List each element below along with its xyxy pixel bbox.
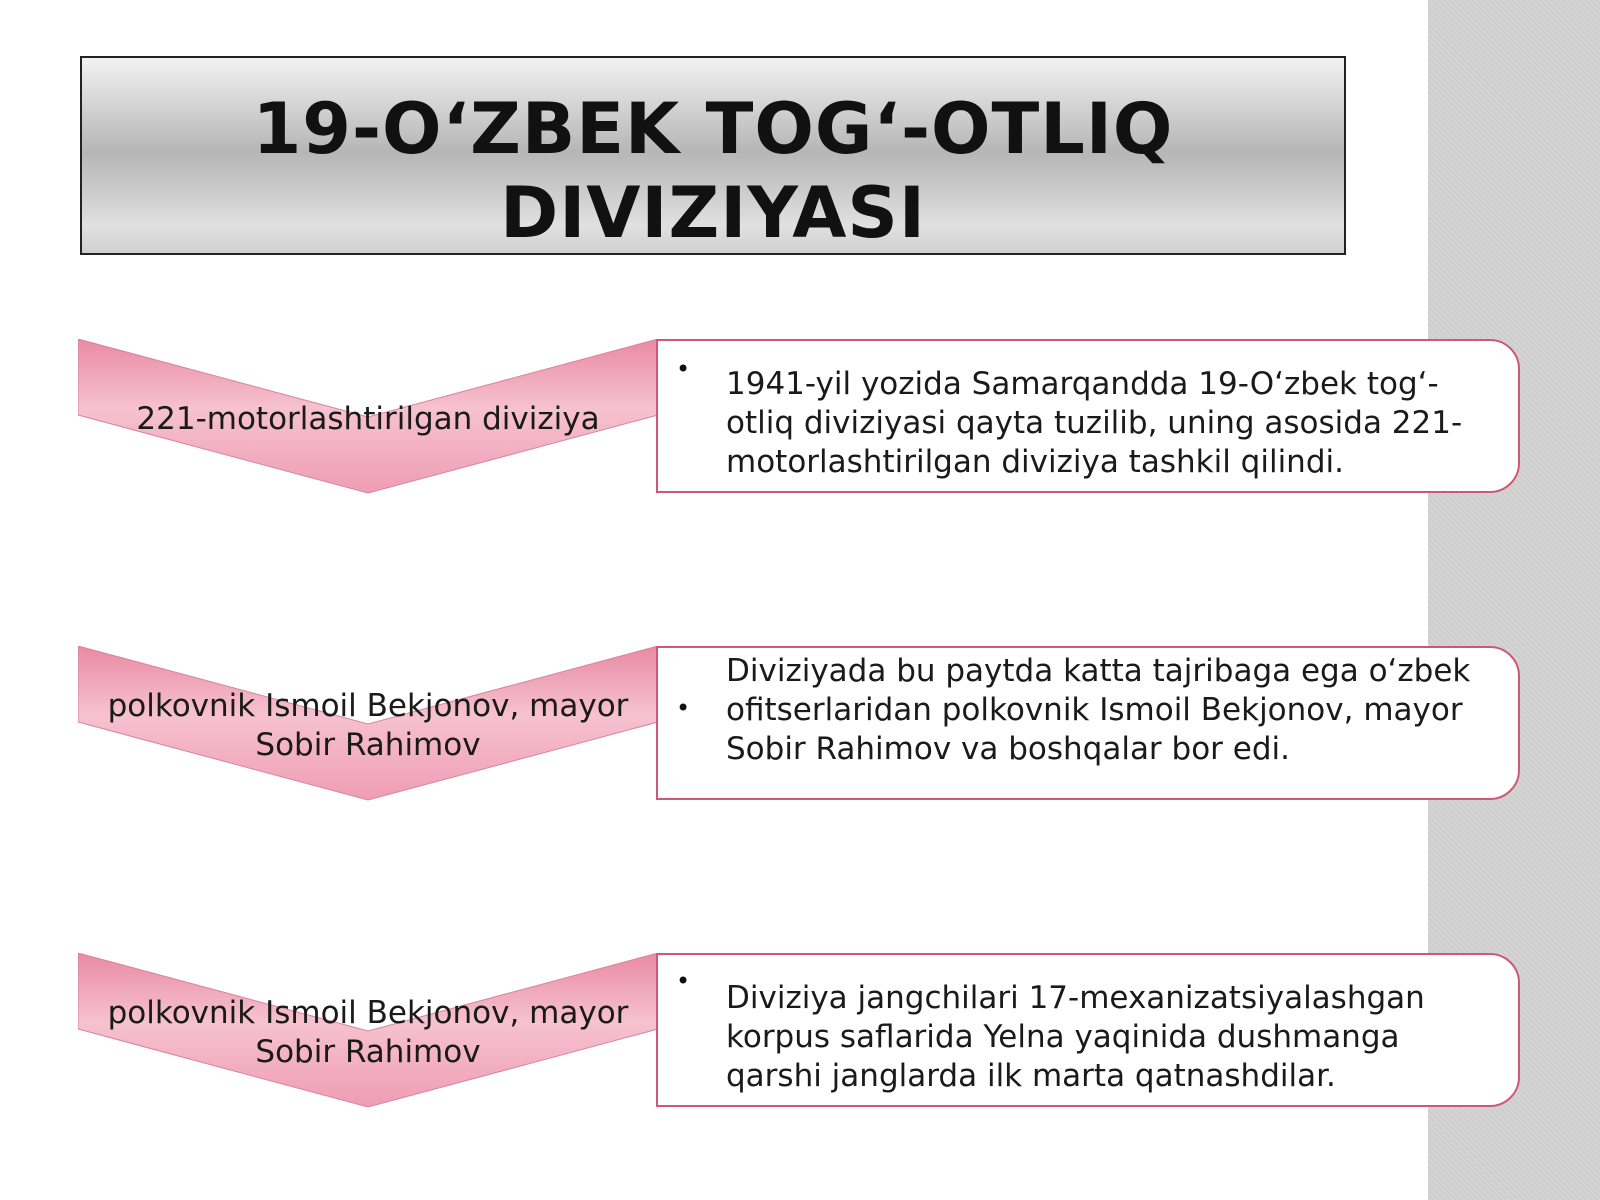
info-card	[656, 953, 1520, 1107]
bullet-mark: •	[676, 967, 691, 995]
chevron-label: polkovnik Ismoil Bekjonov, mayor Sobir Rahimov	[107, 688, 629, 763]
chevron-label: polkovnik Ismoil Bekjonov, mayor Sobir Rahimov	[107, 995, 629, 1070]
process-row	[0, 953, 1600, 1113]
card-text: Diviziya jangchilari 17-mexanizatsiyalashgan korpus saflarida Yelna yaqinida dushmanga qarshi janglarda ilk marta qatnashdilar.	[726, 980, 1425, 1094]
chevron-label: 221-motorlashtirilgan diviziya	[136, 400, 600, 437]
title-banner	[80, 56, 1346, 255]
bullet-mark: •	[676, 694, 691, 722]
card-text: Diviziyada bu paytda katta tajribaga ega o‘zbek ofitserlaridan polkovnik Ismoil Bekjonov, mayor Sobir Rahimov va boshqalar bor edi.	[726, 653, 1471, 767]
slide-title: 19-O‘ZBEK TOG‘-OTLIQ DIVIZIYASI	[252, 87, 1174, 254]
process-row	[0, 646, 1600, 806]
chevron-shape	[78, 953, 658, 1107]
chevron-shape	[78, 339, 658, 493]
process-row	[0, 339, 1600, 499]
card-text: 1941-yil yozida Samarqandda 19-O‘zbek tog‘-otliq diviziyasi qayta tuzilib, uning asosida 221-motorlashtirilgan diviziya tashkil qilindi.	[726, 366, 1463, 480]
info-card	[656, 339, 1520, 493]
bullet-mark: •	[676, 355, 691, 383]
chevron-shape	[78, 646, 658, 800]
info-card	[656, 646, 1520, 800]
